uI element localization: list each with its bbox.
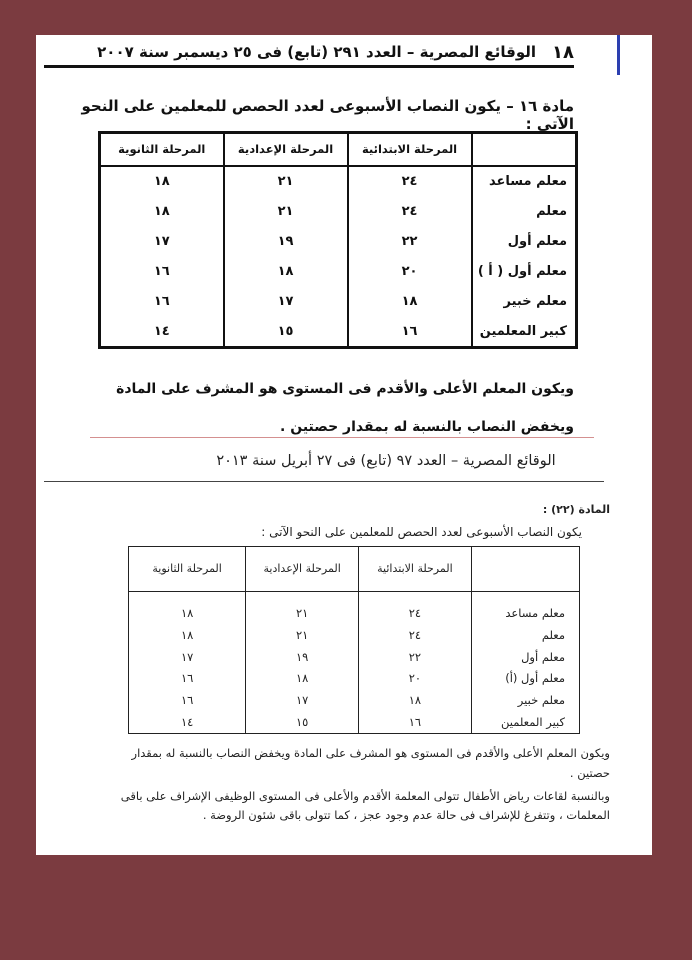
table-cell: ١٦ (180, 693, 194, 708)
table-cell: ١٧ (180, 649, 194, 664)
teaching-load-table-2013 (128, 546, 580, 734)
table-cell: ١٨ (153, 204, 170, 220)
header-rule (44, 65, 574, 68)
table-row (100, 227, 577, 257)
row-label: معلم أول (472, 227, 577, 257)
column-header: المرحلة الثانوية (100, 133, 224, 166)
empty-header-cell (472, 133, 577, 166)
row-label: كبير المعلمين (471, 711, 579, 733)
scanned-page (36, 35, 652, 855)
table-cell: ١٧ (246, 689, 359, 711)
table-row (100, 197, 577, 227)
table-cell: ١٩ (246, 646, 359, 668)
table-cell: ١٨ (246, 668, 359, 690)
table-row (129, 689, 580, 711)
table-header-row (129, 547, 580, 592)
table-row (100, 166, 577, 197)
row-label: معلم مساعد (472, 166, 577, 197)
table-cell: ١٦ (359, 711, 472, 733)
table-cell: ١٨ (348, 286, 472, 316)
scan-edge-mark (617, 35, 620, 75)
table-cell: ٢٤ (348, 197, 472, 227)
table-header-row (100, 133, 577, 166)
row-label: معلم خبير (472, 286, 577, 316)
teaching-load-table-2007 (98, 131, 578, 349)
empty-header-cell (471, 547, 579, 592)
table-cell: ١٨ (359, 689, 472, 711)
kindergarten-paragraph: وبالنسبة لقاعات رياض الأطفال تتولى المعلمة الأقدم والأعلى فى المستوى الوظيفى الإشراف على باقى المعلمات ، وتتفرغ للإشراف فى حالة عدم وجود عجز ، كما تتولى باقى شئون الروضة . (120, 789, 610, 822)
table-row (100, 286, 577, 316)
header-title: الوقائع المصرية – العدد ٢٩١ (تابع) فى ٢٥ ديسمبر سنة ٢٠٠٧ (97, 43, 537, 61)
table-cell: ١٦ (180, 671, 194, 686)
table-cell: ٢٠ (348, 256, 472, 286)
row-label: كبير المعلمين (472, 316, 577, 347)
table-cell: ١٨ (180, 627, 194, 642)
gazette-header-2013: الوقائع المصرية – العدد ٩٧ (تابع) فى ٢٧ أبريل سنة ٢٠١٣ (216, 453, 556, 469)
table-cell: ٢١ (224, 166, 348, 197)
table-cell: ١٥ (246, 711, 359, 733)
table-cell: ١٧ (153, 234, 170, 250)
supervisor-paragraph-2013: ويكون المعلم الأعلى والأقدم فى المستوى هو المشرف على المادة ويخفض النصاب بالنسبة له بمقدار حصتين . (131, 746, 610, 780)
table-cell: ٢٢ (359, 646, 472, 668)
table-cell: ٢٤ (359, 624, 472, 646)
table-cell: ١٤ (153, 323, 170, 339)
gazette-header-2007 (54, 41, 574, 63)
article-22-intro: يكون النصاب الأسبوعى لعدد الحصص للمعلمين على النحو الآتى : (261, 525, 582, 539)
column-header: المرحلة الابتدائية (359, 547, 472, 592)
table-cell: ٢١ (246, 591, 359, 624)
table-row (129, 668, 580, 690)
row-label: معلم أول (471, 646, 579, 668)
divider-line (90, 437, 594, 438)
header-rule-2 (44, 481, 604, 482)
table-cell: ١٤ (180, 715, 194, 730)
table-cell: ٢٢ (348, 227, 472, 257)
table-cell: ١٨ (180, 605, 194, 620)
supervisor-paragraph-2007: ويكون المعلم الأعلى والأقدم فى المستوى هو المشرف على المادة ويخفض النصاب بالنسبة له بمقدار حصتين . (116, 381, 574, 435)
article-22-title: المادة (٢٢) : (542, 503, 610, 516)
row-label: معلم أول ( أ ) (472, 256, 577, 286)
column-header: المرحلة الثانوية (129, 547, 246, 592)
article-16-title: مادة ١٦ – يكون النصاب الأسبوعى لعدد الحصص للمعلمين على النحو الآتى : (81, 97, 574, 133)
column-header: المرحلة الإعدادية (224, 133, 348, 166)
table-cell: ١٩ (224, 227, 348, 257)
column-header: المرحلة الابتدائية (348, 133, 472, 166)
table-cell: ٢٤ (348, 166, 472, 197)
table-cell: ٢٠ (359, 668, 472, 690)
table-cell: ٢١ (224, 197, 348, 227)
table-row (129, 591, 580, 624)
table-row (129, 624, 580, 646)
row-label: معلم (471, 624, 579, 646)
table-cell: ١٦ (153, 263, 170, 279)
table-cell: ١٨ (153, 174, 170, 190)
table-cell: ١٨ (224, 256, 348, 286)
table-cell: ١٧ (224, 286, 348, 316)
table-cell: ١٦ (153, 293, 170, 309)
table-row (100, 316, 577, 347)
page-number: ١٨ (552, 41, 574, 63)
row-label: معلم مساعد (471, 591, 579, 624)
table-cell: ٢١ (246, 624, 359, 646)
table-cell: ١٥ (224, 316, 348, 347)
table-row (129, 711, 580, 733)
row-label: معلم خبير (471, 689, 579, 711)
table-row (100, 256, 577, 286)
table-row (129, 646, 580, 668)
table-cell: ١٦ (348, 316, 472, 347)
row-label: معلم أول (أ) (471, 668, 579, 690)
column-header: المرحلة الإعدادية (246, 547, 359, 592)
row-label: معلم (472, 197, 577, 227)
table-cell: ٢٤ (359, 591, 472, 624)
